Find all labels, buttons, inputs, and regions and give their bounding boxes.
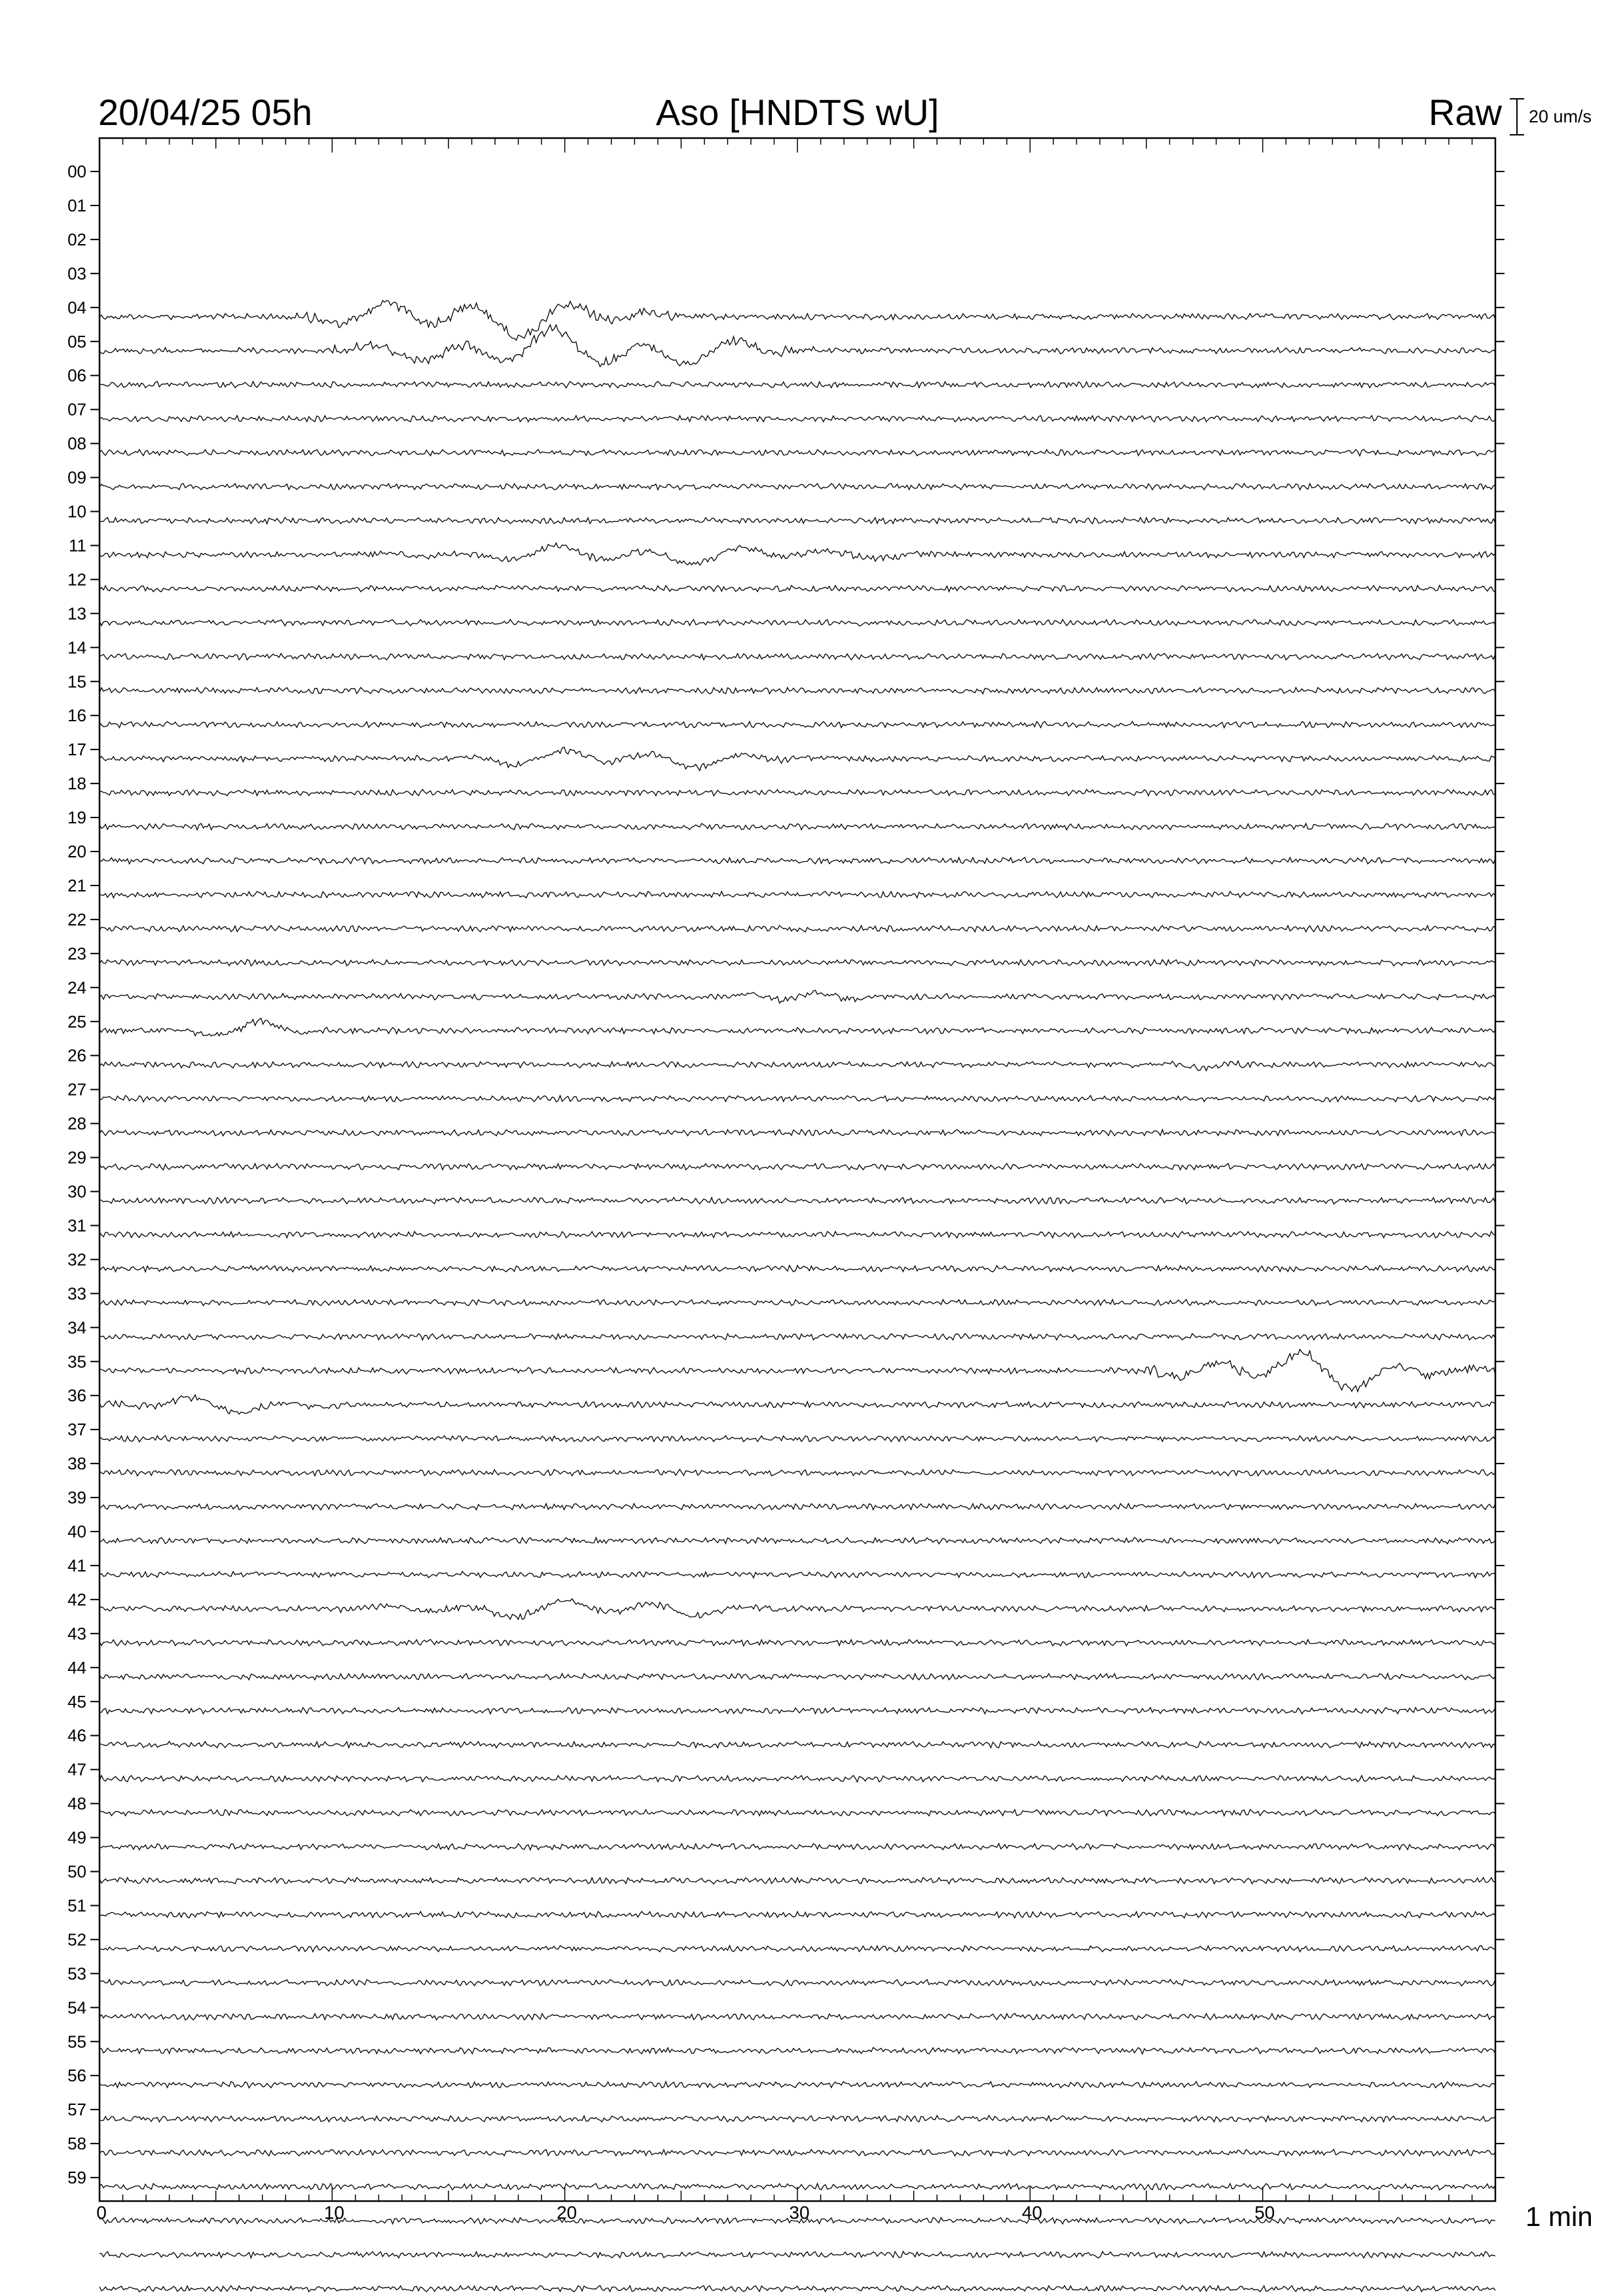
- row-label: 00: [67, 162, 86, 181]
- row-label: 13: [67, 603, 86, 624]
- row-label: 20: [67, 842, 86, 861]
- row-label: 43: [67, 1623, 86, 1643]
- row-label: 42: [67, 1589, 86, 1609]
- row-label: 52: [67, 1929, 86, 1950]
- row-label: 30: [67, 1181, 86, 1202]
- seismic-trace: [100, 2115, 1495, 2122]
- seismic-trace: [100, 1266, 1495, 1272]
- seismic-trace: [100, 1061, 1495, 1071]
- datetime-label: 20/04/25 05h: [98, 92, 312, 133]
- seismic-trace: [100, 1435, 1495, 1442]
- x-tick-label: 30: [789, 2202, 810, 2223]
- seismic-trace: [100, 2286, 1495, 2292]
- seismic-trace: [100, 1742, 1495, 1748]
- x-axis-unit-label: 1 min: [1525, 2201, 1593, 2232]
- row-label: 34: [67, 1318, 86, 1338]
- row-label: 44: [67, 1657, 86, 1677]
- row-label: 03: [67, 263, 86, 283]
- row-label: 06: [67, 365, 86, 386]
- row-label: 25: [67, 1011, 86, 1031]
- seismic-trace: [100, 857, 1495, 864]
- row-label: 24: [67, 977, 86, 997]
- seismic-trace: [100, 2081, 1495, 2088]
- seismic-trace: [100, 543, 1495, 565]
- row-label: 56: [67, 2066, 86, 2086]
- row-label: 28: [67, 1113, 86, 1134]
- seismic-trace: [100, 1334, 1495, 1340]
- row-label: 36: [67, 1386, 86, 1406]
- seismic-trace: [100, 518, 1495, 524]
- row-label: 33: [67, 1283, 86, 1304]
- seismic-trace: [100, 1810, 1495, 1816]
- amplitude-scale-label: 20 um/s: [1529, 107, 1592, 126]
- seismic-trace: [100, 1674, 1495, 1680]
- seismic-trace: [100, 990, 1495, 1003]
- row-label: 21: [67, 875, 86, 895]
- traces: [100, 300, 1495, 2292]
- seismic-trace: [100, 1469, 1495, 1476]
- seismic-trace: [100, 484, 1495, 490]
- row-label: 04: [67, 297, 86, 317]
- seismic-trace: [100, 1300, 1495, 1306]
- row-label: 45: [67, 1691, 86, 1712]
- x-tick-label: 50: [1254, 2202, 1275, 2223]
- seismic-trace: [100, 2251, 1495, 2258]
- row-label: 29: [67, 1147, 86, 1168]
- seismic-trace: [100, 1946, 1495, 1952]
- row-label: 02: [67, 229, 86, 249]
- x-tick-label: 10: [323, 2202, 344, 2223]
- seismic-trace: [100, 2149, 1495, 2156]
- seismic-trace: [100, 620, 1495, 626]
- seismic-trace: [100, 450, 1495, 456]
- row-label: 31: [67, 1215, 86, 1236]
- row-label: 51: [67, 1895, 86, 1916]
- row-label: 17: [67, 740, 86, 760]
- row-label: 46: [67, 1725, 86, 1746]
- seismic-trace: [100, 1571, 1495, 1578]
- seismic-trace: [100, 1912, 1495, 1918]
- seismic-trace: [100, 747, 1495, 771]
- row-label: 19: [67, 808, 86, 828]
- row-label: 01: [67, 195, 86, 215]
- row-label: 50: [67, 1861, 86, 1882]
- seismic-trace: [100, 1130, 1495, 1136]
- x-tick-label: 0: [96, 2202, 107, 2223]
- row-label: 22: [67, 909, 86, 929]
- row-label: 41: [67, 1555, 86, 1575]
- row-label: 39: [67, 1488, 86, 1508]
- seismic-trace: [100, 1503, 1495, 1510]
- plot-border: [100, 138, 1495, 2201]
- row-label: 05: [67, 331, 86, 351]
- station-title: Aso [HNDTS wU]: [655, 92, 939, 133]
- seismic-trace: [100, 1878, 1495, 1884]
- row-label: 53: [67, 1964, 86, 1984]
- seismic-trace: [100, 1096, 1495, 1102]
- row-label: 07: [67, 399, 86, 420]
- seismic-trace: [100, 1599, 1495, 1620]
- seismic-trace: [100, 823, 1495, 830]
- seismic-trace: [100, 1708, 1495, 1714]
- seismic-trace: [100, 1350, 1495, 1392]
- seismic-trace: [100, 300, 1495, 340]
- row-label: 47: [67, 1759, 86, 1780]
- row-label: 37: [67, 1420, 86, 1440]
- seismic-trace: [100, 1640, 1495, 1646]
- x-tick-label: 20: [556, 2202, 577, 2223]
- row-labels: [67, 162, 86, 2187]
- row-label: 58: [67, 2134, 86, 2154]
- row-label: 15: [67, 672, 86, 692]
- row-label: 09: [67, 467, 86, 488]
- amplitude-scale-bar: [1510, 99, 1524, 135]
- seismic-trace: [100, 416, 1495, 422]
- row-label: 16: [67, 706, 86, 726]
- seismic-trace: [100, 1395, 1495, 1414]
- seismic-trace: [100, 1776, 1495, 1782]
- row-label: 57: [67, 2100, 86, 2120]
- row-label: 40: [67, 1522, 86, 1541]
- plot-frame: [90, 138, 1504, 2201]
- row-label: 11: [69, 535, 86, 556]
- filter-label: Raw: [1428, 92, 1502, 133]
- seismic-trace: [100, 382, 1495, 388]
- seismic-trace: [100, 2047, 1495, 2054]
- row-label: 48: [67, 1793, 86, 1814]
- seismic-trace: [100, 1232, 1495, 1238]
- row-label: 55: [67, 2032, 86, 2052]
- row-label: 14: [67, 637, 86, 658]
- seismic-trace: [100, 2013, 1495, 2020]
- x-tick-label: 40: [1021, 2202, 1042, 2223]
- row-label: 38: [67, 1454, 86, 1474]
- row-label: 26: [67, 1045, 86, 1066]
- seismic-trace: [100, 1018, 1495, 1036]
- seismic-trace: [100, 1979, 1495, 1986]
- row-label: 08: [67, 433, 86, 454]
- seismic-trace: [100, 891, 1495, 898]
- x-axis-ticks: [96, 138, 1495, 2223]
- row-label: 59: [67, 2168, 86, 2188]
- seismic-trace: [100, 653, 1495, 660]
- seismic-trace: [100, 721, 1495, 728]
- seismic-trace: [100, 925, 1495, 932]
- seismic-trace: [100, 325, 1495, 367]
- row-label: 12: [67, 569, 86, 590]
- seismic-trace: [100, 687, 1495, 694]
- seismic-trace: [100, 789, 1495, 796]
- seismic-trace: [100, 1164, 1495, 1170]
- row-label: 27: [67, 1079, 86, 1100]
- seismic-trace: [100, 1844, 1495, 1850]
- row-label: 54: [67, 1998, 86, 2018]
- seismic-trace: [100, 960, 1495, 966]
- seismic-trace: [100, 1198, 1495, 1204]
- row-label: 49: [67, 1827, 86, 1848]
- row-label: 18: [67, 774, 86, 794]
- row-label: 32: [67, 1249, 86, 1270]
- seismic-trace: [100, 1537, 1495, 1544]
- row-label: 35: [67, 1352, 86, 1372]
- row-label: 10: [67, 501, 86, 522]
- seismic-trace: [100, 586, 1495, 592]
- row-label: 23: [67, 943, 86, 963]
